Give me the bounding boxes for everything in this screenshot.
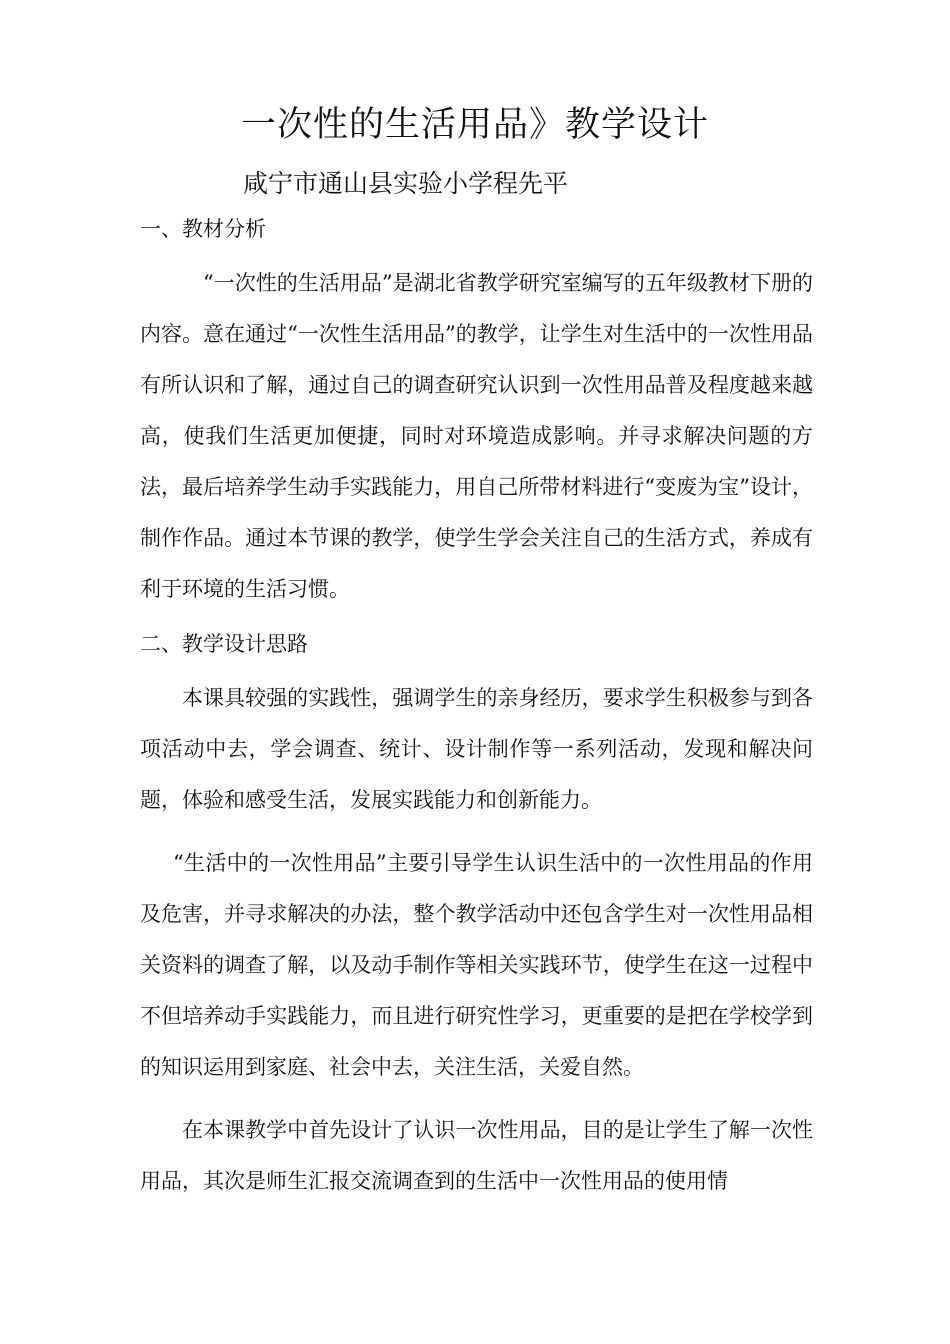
document-title: 一次性的生活用品》教学设计 [240,105,709,145]
document-body [140,208,813,1207]
spacer [140,665,813,673]
paragraph-design-approach-2: “生活中的一次性用品”主要引导学生认识生活中的一次性用品的作用及危害，并寻求解决的办法，整个教学活动中还包含学生对一次性用品相关资料的调查了解，以及动手制作等相关实践环节，使学生在这一过程中不但培养动手实践能力，而且进行研究性学习，更重要的是把在学校学到的知识运用到家庭、社会中去，关注生活，关爱自然。 [140,851,813,1079]
spacer [140,1093,813,1105]
paragraph-design-approach-3: 在本课教学中首先设计了认识一次性用品，目的是让学生了解一次性用品，其次是师生汇报交流调查到的生活中一次性用品的使用情 [140,1118,813,1193]
paragraph-design-approach-1: 本课具较强的实践性，强调学生的亲身经历，要求学生积极参与到各项活动中去，学会调查、统计、设计制作等一系列活动，发现和解决问题，体验和感受生活，发展实践能力和创新能力。 [140,686,813,812]
section-heading-design-approach: 二、教学设计思路 [140,632,308,656]
spacer [140,826,813,838]
section-heading-textbook-analysis: 一、教材分析 [140,217,266,241]
document-author: 咸宁市通山县实验小学程先平 [243,169,569,198]
spacer [140,250,813,258]
spacer [140,615,813,623]
paragraph-textbook-analysis: “一次性的生活用品”是湖北省教学研究室编写的五年级教材下册的内容。意在通过“一次性生活用品”的教学，让学生对生活中的一次性用品有所认识和了解，通过自己的调查研究认识到一次性用品普及程度越来越高，使我们生活更加便捷，同时对环境造成影响。并寻求解决问题的方法，最后培养学生动手实践能力，用自己所带材料进行“变废为宝”设计，制作作品。通过本节课的教学，使学生学会关注自己的生活方式，养成有利于环境的生活习惯。 [140,271,813,601]
